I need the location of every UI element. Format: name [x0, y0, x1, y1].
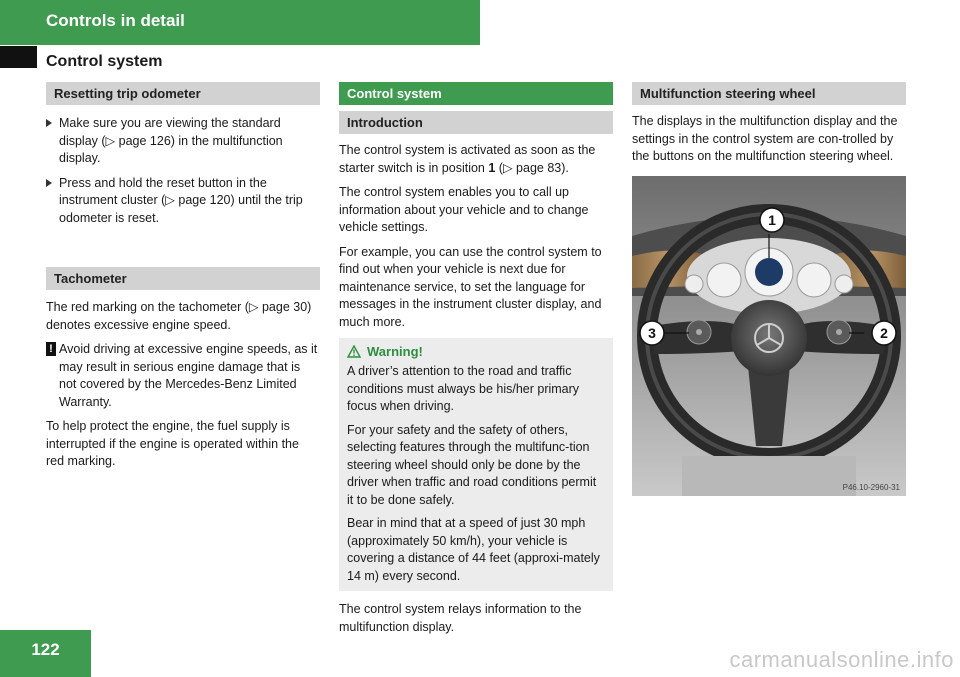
relay-paragraph: The control system relays information to the multifunction display.: [339, 602, 582, 634]
steering-wheel-illustration: [632, 176, 906, 496]
multifunction-steering-wheel-heading: Multifunction steering wheel: [632, 82, 906, 105]
image-code: P46.10-2960-31: [842, 482, 900, 492]
warning-paragraph-3: Bear in mind that at a speed of just 30 mph (approximately 50 km/h), your vehicle is covering a distance of 44 feet (approxi-mately 14 m) every second.: [347, 516, 600, 583]
warning-box: [339, 338, 613, 591]
intro-paragraph-2: The control system enables you to call up information about your vehicle and to change vehicle settings.: [339, 185, 589, 234]
tachometer-paragraph: The red marking on the tachometer (▷ page 30) denotes excessive engine speed.: [46, 300, 312, 332]
warning-triangle-icon: [347, 345, 361, 358]
warning-paragraph-2: For your safety and the safety of others, selecting features through the multifunc-tion steering wheel should only be done by the driver when traffic and road conditions permit it to be done safely.: [347, 422, 597, 507]
column-middle: [339, 82, 613, 643]
intro-paragraph-1: The control system is activated as soon as the starter switch is in position 1 (▷ page 83).: [339, 143, 596, 175]
svg-text:2: 2: [880, 324, 888, 341]
bullet-arrow-icon: [46, 119, 52, 127]
control-system-heading: Control system: [339, 82, 613, 105]
reset-step-2: Press and hold the reset button in the instrument cluster (▷ page 120) until the trip odometer is reset.: [46, 175, 320, 228]
steering-wheel-photo: [632, 176, 906, 496]
watermark: carmanualsonline.info: [729, 647, 954, 672]
page-number: 122: [0, 630, 91, 677]
reset-trip-odometer-heading: Resetting trip odometer: [46, 82, 320, 105]
tachometer-heading: Tachometer: [46, 267, 320, 290]
introduction-heading: Introduction: [339, 111, 613, 134]
warning-paragraph-1: A driver’s attention to the road and traffic conditions must always be his/her primary focus when driving.: [347, 364, 580, 413]
chapter-title: Controls in detail: [46, 11, 185, 30]
callout-2: [872, 321, 896, 345]
column-left: [46, 82, 320, 478]
chapter-tab: [0, 0, 480, 45]
callout-3: [640, 321, 664, 345]
reset-step-1: Make sure you are viewing the standard display (▷ page 126) in the multifunction display.: [46, 115, 320, 168]
section-marker: [0, 46, 37, 68]
bullet-arrow-icon: [46, 179, 52, 187]
intro-paragraph-3: For example, you can use the control system to find out when your vehicle is next due for maintenance service, to set the language for messages in the instrument cluster display, and much more.: [339, 244, 602, 329]
exclamation-icon: !: [46, 342, 56, 356]
svg-text:1: 1: [768, 211, 776, 228]
svg-text:3: 3: [648, 324, 656, 341]
engine-damage-notice: ! Avoid driving at excessive engine speeds, as it may result in serious engine damage that is not covered by the Mercedes-Benz Limited Warranty.: [46, 341, 320, 411]
page-section-title: Control system: [46, 53, 163, 70]
callout-1: [760, 208, 784, 232]
fuel-cutoff-paragraph: To help protect the engine, the fuel supply is interrupted if the engine is operated within the red marking.: [46, 419, 299, 468]
mfsw-paragraph: The displays in the multifunction display and the settings in the control system are con-trolled by the buttons on the multifunction steering wheel.: [632, 114, 898, 163]
warning-title: Warning!: [347, 344, 605, 359]
column-right: [632, 82, 906, 496]
